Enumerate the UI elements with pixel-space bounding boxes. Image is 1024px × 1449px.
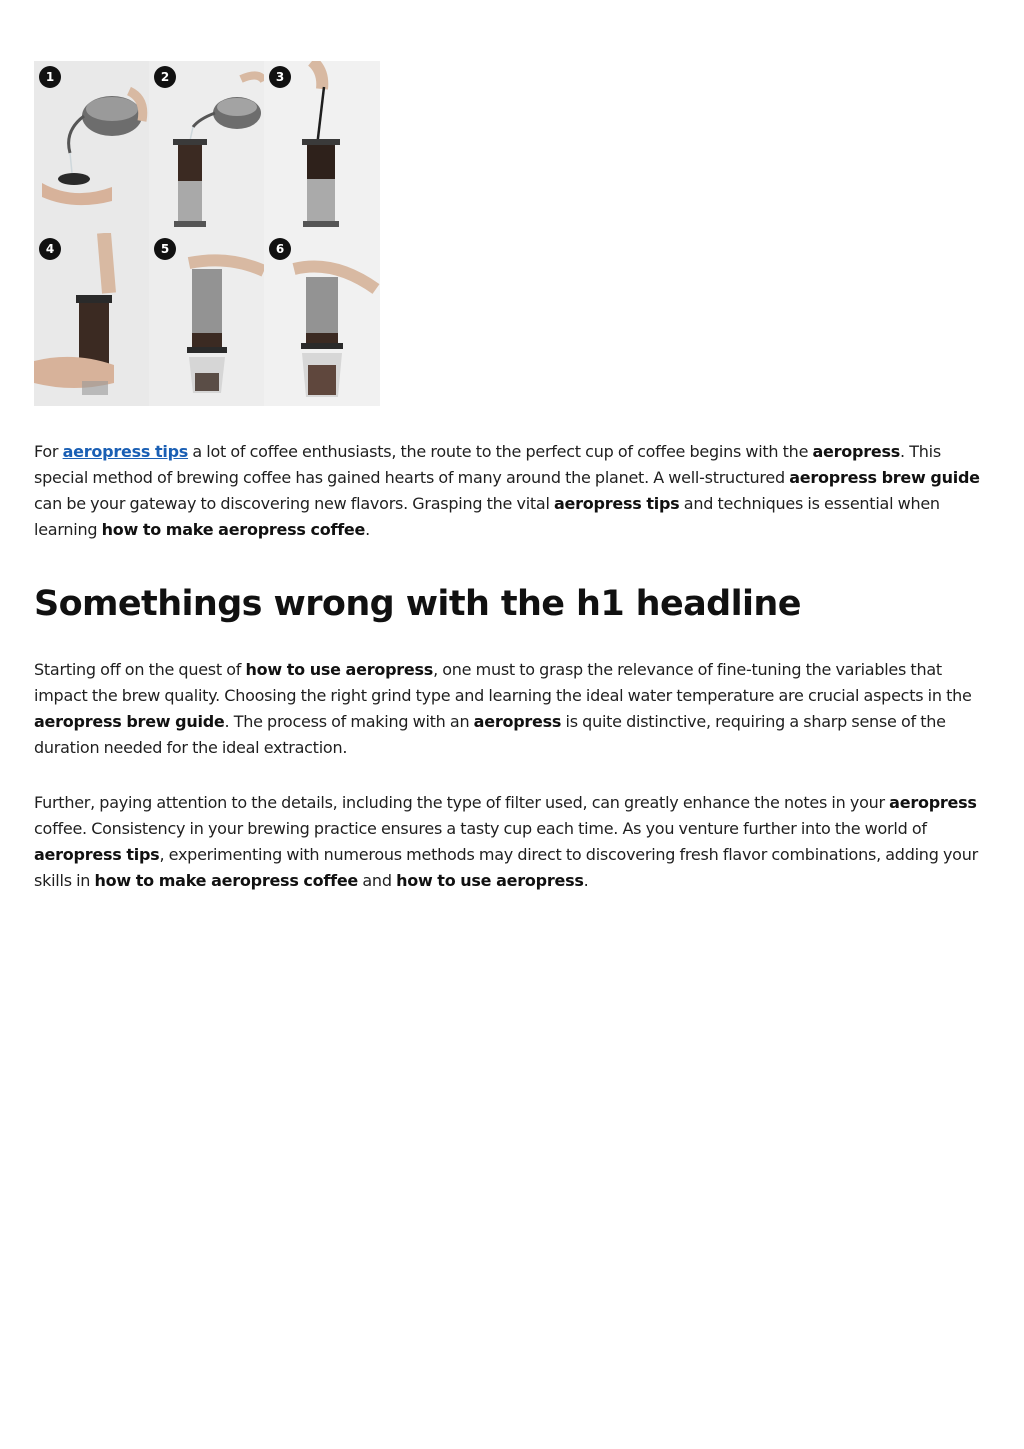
p2-keyword-4: how to use aeropress	[396, 871, 584, 890]
step-5-panel	[149, 233, 264, 406]
step-1-panel	[34, 61, 149, 233]
p2-keyword-3: how to make aeropress coffee	[94, 871, 359, 890]
p2-text-3: , experimenting with numerous methods may direct to discovering fresh flavor combinations, adding your skills in	[34, 845, 978, 890]
step-1-badge: 1	[39, 66, 61, 88]
p1-text-2: , one must to grasp the relevance of fine-tuning the variables that impact the brew quality. Choosing the right grind type and learning the ideal water temperature are crucial aspects in the	[34, 660, 972, 705]
step-3-badge: 3	[269, 66, 291, 88]
intro-text-2: a lot of coffee enthusiasts, the route to the perfect cup of coffee begins with the	[188, 442, 813, 461]
intro-paragraph	[34, 439, 984, 543]
body-paragraph-2	[34, 790, 984, 894]
step-3-panel	[264, 61, 380, 233]
aeropress-steps-image	[34, 61, 380, 406]
step-5-badge: 5	[154, 238, 176, 260]
p2-keyword-2: aeropress tips	[34, 845, 160, 864]
step-2-panel	[149, 61, 264, 233]
intro-text-6: .	[365, 520, 370, 539]
intro-text-4: can be your gateway to discovering new flavors. Grasping the vital	[34, 494, 554, 513]
step-4-badge: 4	[39, 238, 61, 260]
intro-keyword-3: aeropress tips	[554, 494, 680, 513]
intro-keyword-2: aeropress brew guide	[789, 468, 980, 487]
p2-text-5: .	[583, 871, 589, 890]
p2-text-1: Further, paying attention to the details, including the type of filter used, can greatly enhance the notes in your	[34, 793, 890, 812]
step-2-badge: 2	[154, 66, 176, 88]
aeropress-tips-link[interactable]: aeropress tips	[62, 442, 189, 461]
p1-keyword-1: how to use aeropress	[245, 660, 434, 679]
p2-text-4: and	[358, 871, 397, 890]
p1-text-1: Starting off on the quest of	[34, 660, 246, 679]
p2-text-2: coffee. Consistency in your brewing practice ensures a tasty cup each time. As you venture further into the world of	[34, 819, 927, 838]
step-6-panel	[264, 233, 380, 406]
p1-text-3: . The process of making with an	[224, 712, 474, 731]
intro-keyword-1: aeropress	[812, 442, 901, 461]
step-4-panel	[34, 233, 149, 406]
intro-text-5: and techniques is essential when learning	[34, 494, 940, 539]
p1-text-4: is quite distinctive, requiring a sharp sense of the duration needed for the ideal extraction.	[34, 712, 946, 757]
p1-keyword-2: aeropress brew guide	[34, 712, 225, 731]
p2-keyword-1: aeropress	[889, 793, 977, 812]
intro-text-3: . This special method of brewing coffee has gained hearts of many around the planet. A well-structured	[34, 442, 941, 487]
article	[34, 61, 984, 894]
intro-keyword-4: how to make aeropress coffee	[101, 520, 366, 539]
page-headline: Somethings wrong with the h1 headline	[34, 584, 801, 624]
step-6-badge: 6	[269, 238, 291, 260]
p1-keyword-3: aeropress	[473, 712, 562, 731]
intro-text-1: For	[34, 442, 63, 461]
body-paragraph-1	[34, 657, 984, 761]
